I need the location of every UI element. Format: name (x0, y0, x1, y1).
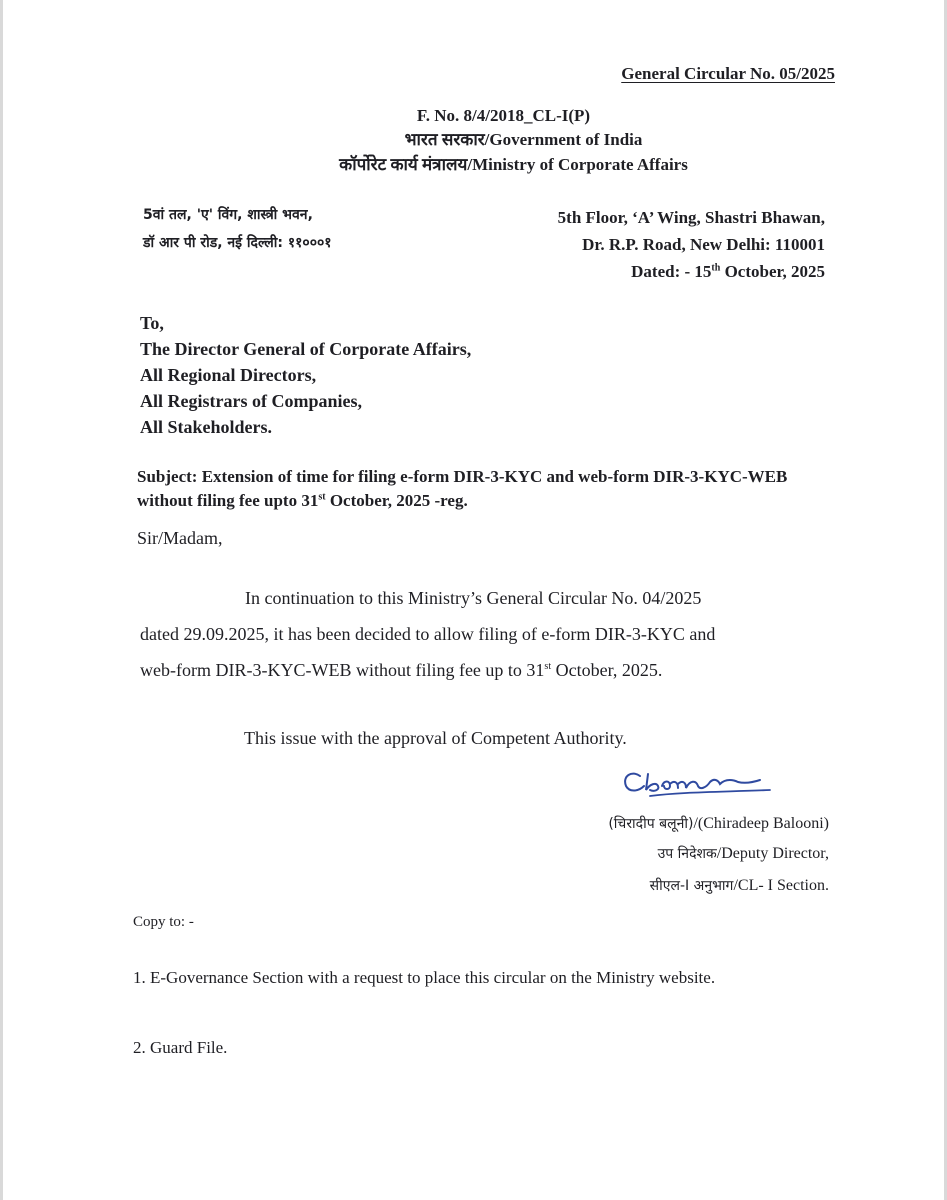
address-hindi-line1: 5वां तल, 'ए' विंग, शास्त्री भवन, (143, 207, 313, 223)
circular-number: General Circular No. 05/2025 (621, 64, 835, 83)
body-line3-prefix: web-form DIR-3-KYC-WEB without filing fee up to 31 (140, 660, 545, 680)
ministry-line: कॉर्पोरेट कार्य मंत्रालय/Ministry of Corporate Affairs (339, 155, 688, 174)
date-line (631, 262, 825, 282)
signatory-name (608, 810, 829, 838)
date-prefix: Dated: - 15 (631, 262, 712, 281)
government-line: भारत सरकार/Government of India (404, 130, 643, 149)
copy-to-label: Copy to: - (133, 914, 194, 930)
body-paragraph (140, 580, 830, 688)
recipient-roc: All Registrars of Companies, (140, 391, 362, 411)
designation-english: /Deputy Director, (716, 845, 829, 862)
recipient-stakeholders: All Stakeholders. (140, 417, 273, 437)
subject-sup: st (318, 491, 326, 503)
body-line3-suffix: October, 2025. (551, 660, 663, 680)
recipient-dg: The Director General of Corporate Affairs, (140, 339, 472, 359)
body-line3-sup: st (544, 661, 552, 672)
address-english-line1: 5th Floor, ‘A’ Wing, Shastri Bhawan, (557, 208, 825, 227)
section-english: /CL- I Section. (733, 877, 829, 894)
page-edge-left (0, 0, 3, 1200)
recipients-block (140, 310, 471, 440)
date-suffix: October, 2025 (720, 262, 825, 281)
recipient-rd: All Regional Directors, (140, 365, 317, 385)
copy-item-egovernance: 1. E-Governance Section with a request to place this circular on the Ministry website. (133, 968, 716, 987)
body-line2: dated 29.09.2025, it has been decided to allow filing of e-form DIR-3-KYC and (140, 624, 716, 644)
address-hindi-line2: डॉ आर पी रोड, नई दिल्ली: ११०००१ (143, 235, 332, 251)
signature-mark (610, 762, 790, 802)
designation-hindi: उप निदेशक (657, 846, 717, 862)
signatory-name-hindi: (चिरादीप बलूनी) (608, 816, 694, 832)
subject-text: Subject: Extension of time for filing e-form DIR-3-KYC and web-form DIR-3-KYC-WEB without filing fee upto 31 (137, 467, 788, 510)
subject-line (137, 465, 837, 513)
approval-line: This issue with the approval of Competent Authority. (244, 728, 627, 748)
signatory-designation (658, 840, 829, 868)
signatory-section (650, 872, 829, 900)
file-number: F. No. 8/4/2018_CL-I(P) (416, 106, 591, 125)
section-hindi: सीएल-I अनुभाग (649, 878, 734, 894)
body-line1: In continuation to this Ministry’s General Circular No. 04/2025 (245, 588, 702, 608)
salutation: Sir/Madam, (137, 528, 223, 548)
copy-item-guard-file: 2. Guard File. (133, 1038, 228, 1057)
address-english-line2: Dr. R.P. Road, New Delhi: 110001 (582, 235, 825, 254)
signatory-name-english: /(Chiradeep Balooni) (693, 815, 829, 832)
date-sup: th (711, 262, 721, 274)
to-label: To, (140, 313, 164, 333)
body-line3 (140, 652, 830, 688)
subject-suffix: October, 2025 -reg. (325, 491, 468, 510)
